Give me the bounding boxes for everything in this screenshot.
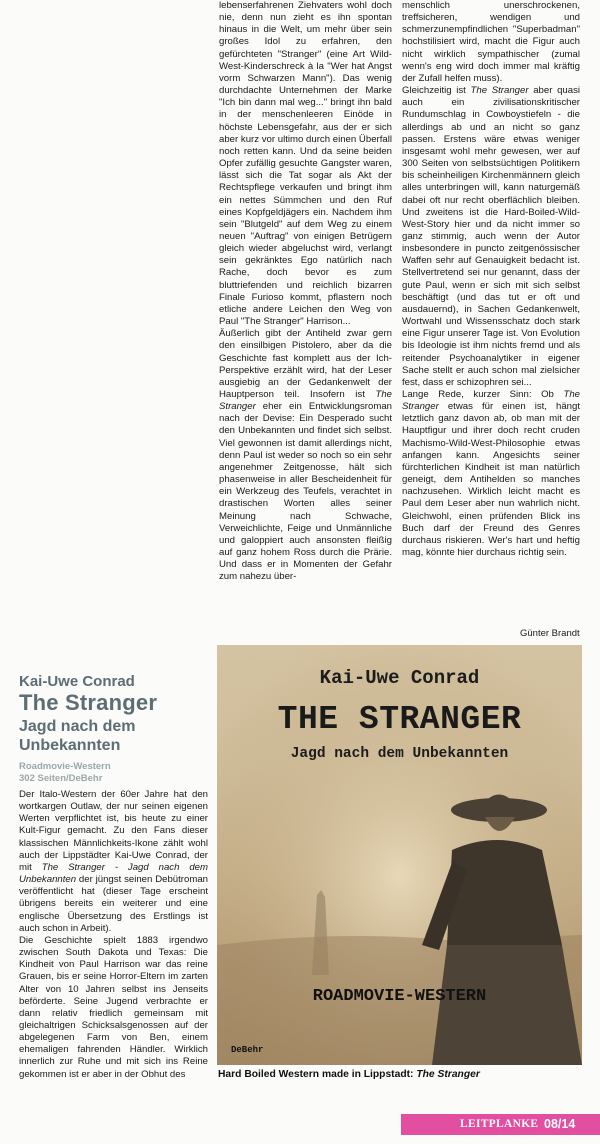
book-title: The Stranger — [19, 690, 158, 715]
paragraph — [402, 389, 580, 559]
book-title-inline: The Stranger — [402, 389, 580, 413]
text-run: Äußerlich gibt der Antiheld zwar gern den einsilbigen Pistolero, aber da die Geschichte fast komplett aus der Ich-Perspektive erzählt wird, hat der Leser ausgiebig an der Gedankenwelt der Hauptperson teil. Insofern ist — [219, 328, 392, 400]
article-column-left — [19, 789, 208, 1125]
magazine-name: LEITPLANKE — [460, 1118, 539, 1130]
book-subtitle: Jagd nach dem Unbekannten — [19, 718, 136, 754]
text-run: Der Italo-Western der 60er Jahre hat den wortkargen Outlaw, der nur seinen eigenen Werten verpflichtet ist, bis heute zu einer Kult-Figur gemacht. Zu den Fans dieser klassischen Männlichkeits-Ikone zählt wohl auch der Lippstädter Kai-Uwe Conrad, der mit — [19, 789, 208, 873]
book-genre: Roadmovie-Western — [19, 761, 111, 772]
book-title-inline: The Stranger - Jagd nach dem Unbekannten — [19, 861, 208, 886]
cover-caption — [218, 1069, 480, 1080]
text-run: eher ein Entwicklungsroman nach der Devise: Ein Desperado sucht den Unbekannten und findet sich selbst. Viel gewonnen ist damit allerdings nicht, denn Paul ist weder so noch so ein sehr angenehmer Zeitgenosse, hält sich phasenweise in aller Bescheidenheit für ein Werkzeug des Teufels, verachtet in drastischen Worten alles seiner Meinung nach Schwache, Verweichlichte, Feige und Unmännliche und galoppiert auch ansonsten fleißig auf ganz hohem Ross durch die Prärie. Und dass er in Momenten der Gefahr zum nahezu über- — [219, 401, 392, 583]
book-title-inline: The Stranger — [219, 389, 392, 413]
book-cover-image — [217, 645, 582, 1065]
author-credit: Günter Brandt — [520, 628, 580, 639]
text-run: Lange Rede, kurzer Sinn: Ob — [402, 389, 564, 400]
caption-book-title: The Stranger — [416, 1069, 480, 1080]
paragraph — [402, 85, 580, 389]
paragraph: menschlich unerschrockenen, treffsicheren, wendigen und schmerzunempfindlichen "Superbadman" hochstilisiert wird, macht die Figur auch nicht wirklich sympathischer (zumal wenn's eng wird doch immer mal kräftig der Zufall helfen muss). — [402, 0, 580, 84]
book-pages-publisher: 302 Seiten/DeBehr — [19, 773, 103, 784]
article-column-right — [402, 0, 580, 628]
paragraph — [19, 789, 208, 935]
book-title-inline: The Stranger — [470, 85, 529, 97]
text-run: der jüngst seinen Debütroman veröffentlicht hat (dieser Tage erscheint übrigens bereits ein weiterer und eine englische Übersetzung des Erstlings ist auch schon in Arbeit). — [19, 874, 208, 934]
cover-genre: ROADMOVIE-WESTERN — [312, 987, 487, 1006]
caption-text: Hard Boiled Western made in Lippstadt: — [218, 1069, 417, 1080]
issue-number: 08/14 — [544, 1117, 576, 1131]
paragraph — [219, 328, 392, 583]
book-author: Kai-Uwe Conrad — [19, 673, 135, 690]
cover-author: Kai-Uwe Conrad — [319, 667, 480, 689]
article-column-middle — [219, 0, 392, 628]
text-run: etwas für einen ist, hängt letztlich ganz davon ab, ob man mit der Hauptfigur und ihrer doch recht cruden Machismo-Wild-West-Philosophie etwas anfangen kann. Angesichts seiner fürchterlichen Kindheit ist man natürlich geneigt, dem Antihelden so manches nachzusehen. Wirklich leicht macht es Paul dem Leser aber nun wahrlich nicht. Gleichwohl, einen prüfenden Blick ins Buch darf der Freund des Genres durchaus riskieren. Wer's hart und heftig mag, könnte hier durchaus richtig sein. — [402, 401, 580, 559]
cover-title: THE STRANGER — [277, 701, 522, 738]
paragraph: Die Geschichte spielt 1883 irgendwo zwischen South Dakota und Texas: Die Kindheit von Paul Harrison war das reine Grauen, bis er seine Horror-Eltern im zarten Alter von 10 Jahren selbst ins Jenseits beförderte. Seine Jugend verbrachte er dann relativ friedlich gemeinsam mit gleichaltrigen Schicksalsgenossen auf der abgelegenen Farm von Ben, einem ehemaligen fahrenden Händler. Wirklich innerlich zur Ruhe und mit sich ins Reine gekommen ist er aber in der Obhut des — [19, 934, 208, 1080]
paragraph: lebenserfahrenen Ziehvaters wohl doch nie, denn nun zieht es ihn spontan hinaus in die Welt, um mehr über sein großes Idol zu erfahren, den gefürchteten "Stranger" (eine Art Wild-West-Kinderschreck à la "Wer hat Angst vorm Schwarzen Mann"). Das wenig durchdachte Unternehmen der Marke "Ich bin dann mal weg..." bringt ihn bald in der menschenleeren Einöde in höchste Lebensgefahr, aus der er sich aber kurz vor ultimo durch einen Überfall noch retten kann. Und da seine beiden Opfer zufällig gesuchte Gangster waren, lässt sich die Tat sogar als Akt der Rechtspflege verkaufen und bringt ihm ein nettes Sümmchen und den Ruf eines Kopfgeldjägers ein. Nachdem ihm sein "Blutgeld" auf dem Weg zu einem neuen "Auftrag" von einigen Betrügern gleich wieder abgeluchst wird, verlangt sein gekränktes Ego natürlich nach Rache, doch bevor es zum bluttriefenden und reichlich bizarren Finale Furioso kommt, pflastern noch etliche andere Leichen den Weg von Paul "The Stranger" Harrison... — [219, 0, 392, 328]
cover-publisher: DeBehr — [231, 1045, 264, 1055]
cover-subtitle: Jagd nach dem Unbekannten — [290, 746, 509, 762]
text-run: aber quasi auch ein zivilisationskritischer Rundumschlag in Cowboystiefeln - die allerdings ab und an nicht so ganz passen. Erstens wäre etwas weniger insgesamt wohl mehr gewesen, wer auf 300 Seiten von selbstsüchtigen Politikern bis scheinheiligen Kirchenmännern gleich alles unterbringen will, kann naturgemäß dabei oft nur recht oberflächlich bleiben. Und zweitens ist die Hard-Boiled-Wild-West-Story hier und da nicht immer so ganz stimmig, auch wenn der Autor insbesondere in puncto zeitgenössischer Waffen sehr auf Genauigkeit bedacht ist. Stellvertretend sei nur genannt, dass der gute Paul, wenn er sich mit sich selbst beschäftigt (und das tut er oft und ausdauernd), in Sachen Gedankenwelt, Wortwahl und Wissensschatz doch stark eine Figur unserer Tage ist. Von Evolution bis Ideologie ist ihm nichts fremd und als reitender Psychoanalytiker in eigener Sache stellt er auch schon mal zielsicher fest, dass er schizophren sei... — [402, 85, 580, 388]
text-run: Gleichzeitig ist — [402, 85, 471, 97]
